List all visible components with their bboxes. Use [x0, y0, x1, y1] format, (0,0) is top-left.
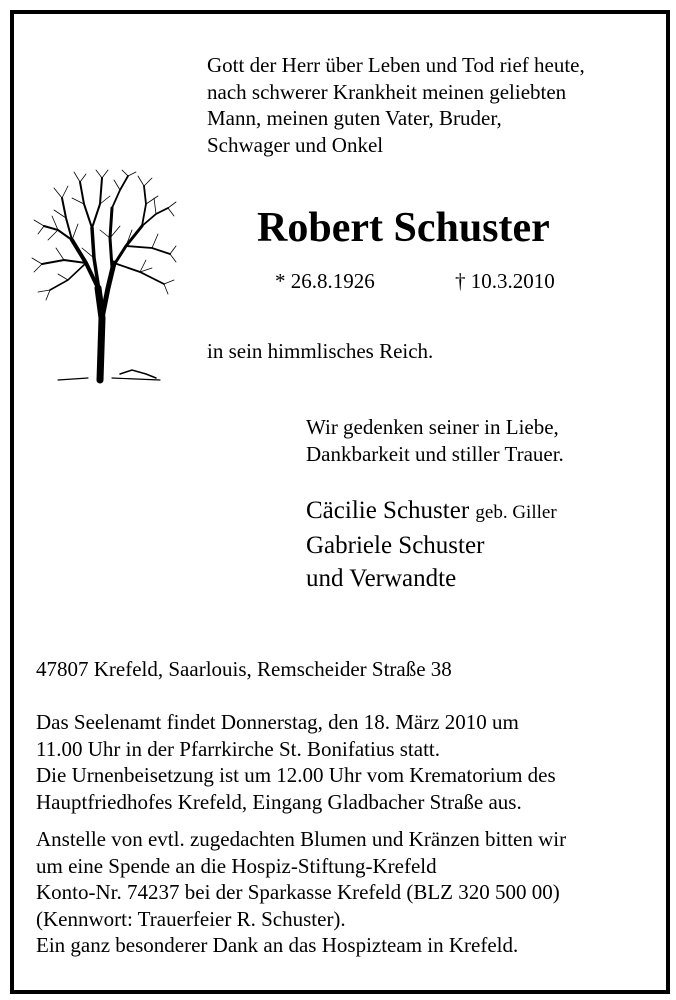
mourner-wife [306, 494, 557, 529]
address: 47807 Krefeld, Saarlouis, Remscheider Straße 38 [36, 657, 452, 681]
intro-line: Mann, meinen guten Vater, Bruder, [207, 106, 502, 130]
life-dates [275, 266, 555, 296]
birth-date: * 26.8.1926 [275, 269, 375, 293]
service-line: Hauptfriedhofes Krefeld, Eingang Gladbacher Straße aus. [36, 789, 522, 814]
donation-line: (Kennwort: Trauerfeier R. Schuster). [36, 906, 346, 931]
tree-illustration [28, 168, 178, 388]
service-line: 11.00 Uhr in der Pfarrkirche St. Bonifatius statt. [36, 736, 440, 761]
death-date: † 10.3.2010 [455, 269, 555, 293]
intro-text [207, 52, 585, 158]
service-line: Das Seelenamt findet Donnerstag, den 18. März 2010 um [36, 710, 519, 734]
intro-line: Schwager und Onkel [207, 132, 384, 157]
donation-info [36, 826, 566, 959]
mourners [306, 494, 557, 595]
remembrance-line: Wir gedenken seiner in Liebe, [306, 415, 559, 439]
mourner-daughter: Gabriele Schuster [306, 532, 485, 559]
mourner-relatives: und Verwandte [306, 565, 457, 592]
intro-line: nach schwerer Krankheit meinen geliebten [207, 79, 567, 104]
donation-line: Konto-Nr. 74237 bei der Sparkasse Krefeld (BLZ 320 500 00) [36, 880, 560, 904]
deceased-name: Robert Schuster [257, 205, 550, 251]
service-info [36, 709, 556, 815]
donation-line: Anstelle von evtl. zugedachten Blumen und Kränzen bitten wir [36, 827, 567, 851]
wife-name: Cäcilie Schuster [306, 497, 470, 524]
remembrance-line: Dankbarkeit und stiller Trauer. [306, 441, 564, 466]
remembrance-text [306, 414, 564, 467]
intro-line: Gott der Herr über Leben und Tod rief heute, [207, 53, 585, 77]
donation-line: Ein ganz besonderer Dank an das Hospizteam in Krefeld. [36, 933, 519, 957]
reich-text: in sein himmlisches Reich. [207, 339, 434, 363]
service-line: Die Urnenbeisetzung ist um 12.00 Uhr vom Krematorium des [36, 763, 556, 787]
donation-line: um eine Spende an die Hospiz-Stiftung-Krefeld [36, 853, 437, 878]
maiden-name: geb. Giller [475, 502, 557, 523]
